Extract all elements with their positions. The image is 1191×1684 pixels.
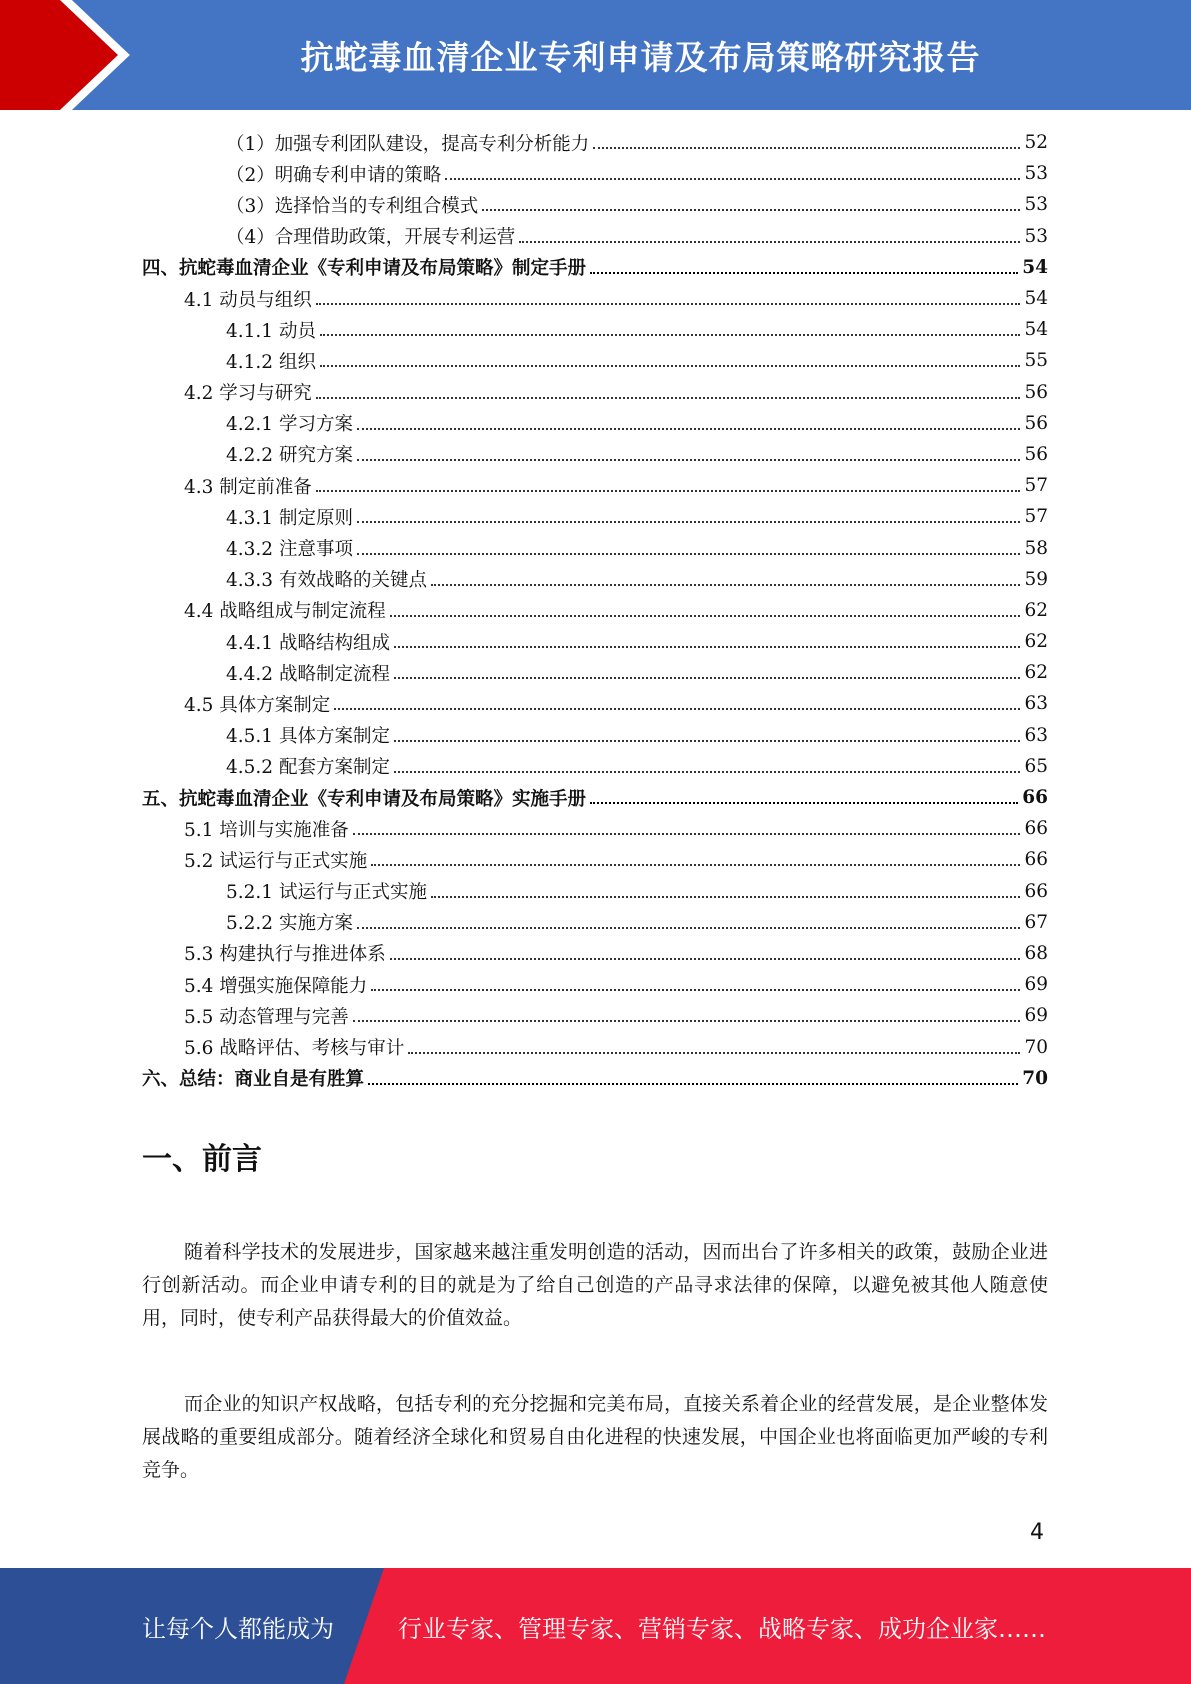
toc-entry-page: 53 bbox=[1024, 194, 1048, 216]
toc-entry-label: 六、总结：商业自是有胜算 bbox=[142, 1065, 366, 1091]
toc-entry-page: 53 bbox=[1024, 225, 1048, 247]
toc-entry-page: 54 bbox=[1022, 256, 1048, 278]
section-title: 一、前言 bbox=[142, 1142, 262, 1177]
header-arrow-decoration bbox=[0, 0, 150, 110]
toc-dot-leader bbox=[394, 770, 1020, 773]
body-paragraph: 随着科学技术的发展进步，国家越来越注重发明创造的活动，因而出台了许多相关的政策，鼓励企业进行创新活动。而企业申请专利的目的就是为了给自己创造的产品寻求法律的保障，以避免被其他人随意使用，同时，使专利产品获得最大的价值效益。 bbox=[142, 1241, 1048, 1329]
toc-entry[interactable] bbox=[142, 813, 1048, 844]
toc-dot-leader bbox=[482, 208, 1020, 211]
toc-entry-label: 5.4 增强实施保障能力 bbox=[184, 972, 369, 998]
toc-dot-leader bbox=[316, 396, 1021, 399]
toc-dot-leader bbox=[371, 988, 1020, 991]
toc-entry[interactable] bbox=[142, 751, 1048, 782]
toc-dot-leader bbox=[390, 957, 1021, 960]
toc-entry-label: 四、抗蛇毒血清企业《专利申请及布局策略》制定手册 bbox=[142, 254, 588, 280]
toc-dot-leader bbox=[394, 645, 1020, 648]
toc-entry-page: 56 bbox=[1024, 443, 1048, 465]
toc-dot-leader bbox=[320, 364, 1021, 367]
toc-dot-leader bbox=[431, 583, 1020, 586]
toc-entry[interactable] bbox=[142, 501, 1048, 532]
toc-entry-label: 4.5.2 配套方案制定 bbox=[226, 753, 392, 779]
toc-entry-page: 66 bbox=[1024, 849, 1048, 871]
toc-entry[interactable] bbox=[142, 876, 1048, 907]
toc-entry[interactable] bbox=[142, 595, 1048, 626]
toc-entry-label: （4）合理借助政策，开展专利运营 bbox=[226, 223, 517, 249]
toc-entry-label: 4.1.2 组织 bbox=[226, 348, 318, 374]
toc-entry-label: 5.5 动态管理与完善 bbox=[184, 1003, 351, 1029]
toc-entry-label: 五、抗蛇毒血清企业《专利申请及布局策略》实施手册 bbox=[142, 785, 588, 811]
toc-entry-label: 5.2 试运行与正式实施 bbox=[184, 847, 369, 873]
toc-entry-page: 70 bbox=[1024, 1036, 1048, 1058]
toc-entry-page: 56 bbox=[1024, 412, 1048, 434]
toc-entry[interactable] bbox=[142, 283, 1048, 314]
toc-dot-leader bbox=[368, 1082, 1018, 1085]
toc-entry-page: 66 bbox=[1024, 880, 1048, 902]
toc-dot-leader bbox=[390, 614, 1021, 617]
toc-entry-label: 4.4.1 战略结构组成 bbox=[226, 629, 392, 655]
toc-dot-leader bbox=[316, 302, 1021, 305]
toc-entry[interactable] bbox=[142, 470, 1048, 501]
toc-dot-leader bbox=[371, 863, 1020, 866]
toc-entry-label: 4.3.1 制定原则 bbox=[226, 504, 355, 530]
toc-entry[interactable] bbox=[142, 439, 1048, 470]
toc-entry-page: 70 bbox=[1022, 1067, 1048, 1089]
toc-entry-label: （1）加强专利团队建设，提高专利分析能力 bbox=[226, 130, 591, 156]
toc-entry-label: 4.1 动员与组织 bbox=[184, 286, 314, 312]
toc-entry-page: 56 bbox=[1024, 381, 1048, 403]
toc-entry[interactable] bbox=[142, 127, 1048, 158]
toc-entry-page: 69 bbox=[1024, 974, 1048, 996]
toc-entry[interactable] bbox=[142, 907, 1048, 938]
toc-dot-leader bbox=[357, 552, 1021, 555]
toc-entry[interactable] bbox=[142, 782, 1048, 813]
toc-dot-leader bbox=[431, 895, 1020, 898]
toc-dot-leader bbox=[353, 832, 1021, 835]
toc-dot-leader bbox=[394, 676, 1020, 679]
toc-entry[interactable] bbox=[142, 657, 1048, 688]
toc-entry[interactable] bbox=[142, 408, 1048, 439]
toc-entry-page: 68 bbox=[1024, 942, 1048, 964]
toc-entry[interactable] bbox=[142, 938, 1048, 969]
toc-entry-label: 4.2.1 学习方案 bbox=[226, 410, 355, 436]
page-number: 4 bbox=[1030, 1520, 1044, 1545]
toc-dot-leader bbox=[593, 146, 1020, 149]
toc-entry-page: 55 bbox=[1024, 350, 1048, 372]
toc-dot-leader bbox=[357, 458, 1021, 461]
toc-dot-leader bbox=[334, 707, 1020, 710]
toc-entry-label: 4.3 制定前准备 bbox=[184, 473, 314, 499]
toc-entry[interactable] bbox=[142, 252, 1048, 283]
toc-entry-page: 62 bbox=[1024, 662, 1048, 684]
toc-entry-page: 67 bbox=[1024, 911, 1048, 933]
toc-entry-label: 5.2.1 试运行与正式实施 bbox=[226, 878, 429, 904]
toc-entry[interactable] bbox=[142, 377, 1048, 408]
toc-dot-leader bbox=[357, 520, 1021, 523]
toc-entry-page: 54 bbox=[1024, 319, 1048, 341]
toc-entry-label: 4.4.2 战略制定流程 bbox=[226, 660, 392, 686]
toc-entry-page: 54 bbox=[1024, 288, 1048, 310]
toc-entry-page: 58 bbox=[1024, 537, 1048, 559]
toc-dot-leader bbox=[445, 177, 1020, 180]
toc-entry-label: 4.2.2 研究方案 bbox=[226, 441, 355, 467]
toc-dot-leader bbox=[316, 489, 1021, 492]
toc-entry[interactable] bbox=[142, 1063, 1048, 1094]
toc-entry-page: 62 bbox=[1024, 599, 1048, 621]
toc-entry-page: 69 bbox=[1024, 1005, 1048, 1027]
toc-entry-page: 53 bbox=[1024, 163, 1048, 185]
toc-entry-page: 65 bbox=[1024, 755, 1048, 777]
toc-dot-leader bbox=[408, 1051, 1020, 1054]
toc-dot-leader bbox=[590, 271, 1018, 274]
toc-dot-leader bbox=[353, 1019, 1021, 1022]
page-header bbox=[0, 0, 1191, 110]
toc-entry-label: 4.1.1 动员 bbox=[226, 317, 318, 343]
toc-entry-label: 5.2.2 实施方案 bbox=[226, 909, 355, 935]
toc-entry[interactable] bbox=[142, 720, 1048, 751]
toc-entry[interactable] bbox=[142, 1000, 1048, 1031]
toc-entry[interactable] bbox=[142, 221, 1048, 252]
toc-entry-label: 5.1 培训与实施准备 bbox=[184, 816, 351, 842]
table-of-contents bbox=[142, 127, 1048, 1094]
toc-entry-label: 4.3.2 注意事项 bbox=[226, 535, 355, 561]
toc-entry-label: （3）选择恰当的专利组合模式 bbox=[226, 192, 480, 218]
toc-entry[interactable] bbox=[142, 688, 1048, 719]
toc-entry-label: 4.5.1 具体方案制定 bbox=[226, 722, 392, 748]
toc-entry-label: 4.3.3 有效战略的关键点 bbox=[226, 566, 429, 592]
toc-entry-label: 4.4 战略组成与制定流程 bbox=[184, 597, 388, 623]
toc-entry-label: 4.2 学习与研究 bbox=[184, 379, 314, 405]
footer-slogan-left: 让每个人都能成为 bbox=[142, 1614, 334, 1643]
toc-entry-label: 4.5 具体方案制定 bbox=[184, 691, 332, 717]
toc-entry-page: 63 bbox=[1024, 693, 1048, 715]
toc-entry-label: 5.6 战略评估、考核与审计 bbox=[184, 1034, 406, 1060]
body-paragraph: 而企业的知识产权战略，包括专利的充分挖掘和完美布局，直接关系着企业的经营发展，是企业整体发展战略的重要组成部分。随着经济全球化和贸易自由化进程的快速发展，中国企业也将面临更加严峻的专利竞争。 bbox=[142, 1393, 1048, 1481]
toc-entry-page: 59 bbox=[1024, 568, 1048, 590]
toc-entry[interactable] bbox=[142, 969, 1048, 1000]
toc-entry-page: 63 bbox=[1024, 724, 1048, 746]
toc-entry[interactable] bbox=[142, 844, 1048, 875]
toc-entry[interactable] bbox=[142, 532, 1048, 563]
toc-entry-page: 62 bbox=[1024, 631, 1048, 653]
page-footer bbox=[0, 1568, 1191, 1684]
toc-entry[interactable] bbox=[142, 345, 1048, 376]
toc-entry-page: 52 bbox=[1024, 132, 1048, 154]
toc-entry-page: 66 bbox=[1022, 787, 1048, 809]
toc-dot-leader bbox=[590, 801, 1018, 804]
toc-entry-label: 5.3 构建执行与推进体系 bbox=[184, 940, 388, 966]
footer-slogan-right: 行业专家、管理专家、营销专家、战略专家、成功企业家…… bbox=[398, 1614, 1046, 1643]
toc-entry[interactable] bbox=[142, 314, 1048, 345]
toc-entry-page: 57 bbox=[1024, 506, 1048, 528]
toc-dot-leader bbox=[357, 926, 1021, 929]
toc-dot-leader bbox=[394, 739, 1020, 742]
toc-dot-leader bbox=[320, 333, 1021, 336]
toc-entry[interactable] bbox=[142, 564, 1048, 595]
toc-dot-leader bbox=[519, 240, 1020, 243]
header-title: 抗蛇毒血清企业专利申请及布局策略研究报告 bbox=[300, 37, 981, 77]
toc-entry-page: 66 bbox=[1024, 818, 1048, 840]
toc-entry[interactable] bbox=[142, 189, 1048, 220]
toc-dot-leader bbox=[357, 427, 1021, 430]
toc-entry[interactable] bbox=[142, 1031, 1048, 1062]
toc-entry-label: （2）明确专利申请的策略 bbox=[226, 161, 443, 187]
toc-entry-page: 57 bbox=[1024, 475, 1048, 497]
toc-entry[interactable] bbox=[142, 626, 1048, 657]
toc-entry[interactable] bbox=[142, 158, 1048, 189]
